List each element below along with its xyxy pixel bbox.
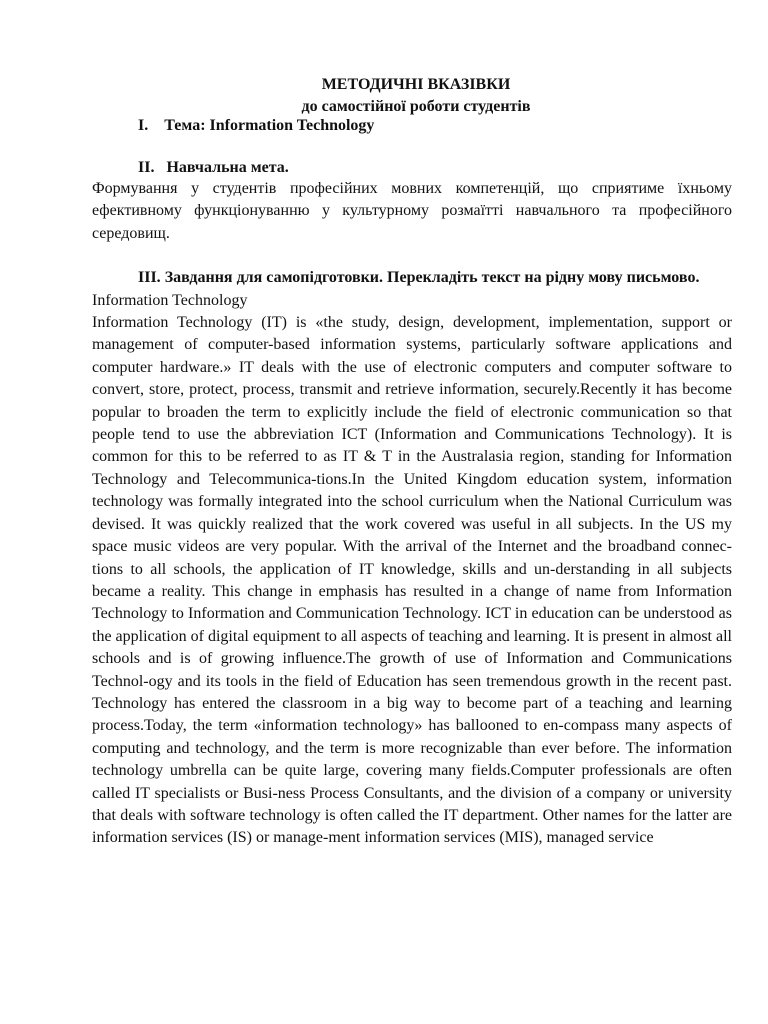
section-goal-number: II. xyxy=(138,159,155,176)
section-goal-label: Навчальна мета. xyxy=(166,159,289,176)
section-topic-number: I. xyxy=(138,117,149,134)
section-goal-heading xyxy=(92,158,732,178)
document-page xyxy=(92,74,732,850)
section-goal-text: Формування у студентів професійних мовних компетенцій, що сприятиме їхньому ефективному функціонуванню у культурному розмаїтті навчального та професійного середовищ. xyxy=(92,180,732,242)
section-topic-label: Тема: Information Technology xyxy=(164,117,375,134)
section-task-number: III. xyxy=(138,269,161,287)
text-title: Information Technology xyxy=(92,291,248,309)
body-text: Information Technology (IT) is «the study, design, development, implementation, support or management of computer-based information systems, particularly software applications and computer hardware.» IT deals with the use of electronic computers and computer software to convert, store, protect, process, transmit and retrieve information, securely.Recently it has become popular to broaden the term to explicitly include the field of electronic communication so that people tend to use the abbreviation ICT (Information and Communications Technology). It is common for this to be referred to as IT & T in the Australasia region, standing for Information Technology and Telecommunica-tions.In the United Kingdom education system, information technology was formally integrated into the school curriculum when the National Curriculum was devised. It was quickly realized that the work covered was useful in all subjects. In the US my space music videos are very popular. With the arrival of the Internet and the broadband connec-tions to all schools, the application of IT knowledge, skills and un-derstanding in all subjects became a reality. This change in emphasis has resulted in a change of name from Information Technology to Information and Communication Technology. ICT in education can be understood as the application of digital equipment to all aspects of teaching and learning. It is present in almost all schools and is of growing influence.The growth of use of Information and Communications Technol-ogy and its tools in the field of Education has seen tremendous growth in the recent past. Technology has entered the classroom in a big way to become part of a teaching and learning process.Today, the term «information technology» has ballooned to en-compass many aspects of computing and technology, and the term is more recognizable than ever before. The information technology umbrella can be quite large, covering many fields.Computer professionals are often called IT specialists or Busi-ness Process Consultants, and the division of a company or university that deals with software technology is often called the IT department. Other names for the latter are information services (IS) or manage-ment information services (MIS), managed service xyxy=(92,314,732,847)
section-topic xyxy=(92,116,732,136)
section-task-heading xyxy=(92,267,732,289)
section-task-label: Завдання для самопідготовки. Перекладіть текст на рідну мову письмово. xyxy=(164,269,700,287)
document-title: МЕТОДИЧНІ ВКАЗІВКИ xyxy=(321,76,511,93)
document-subtitle: до самостійної роботи студентів xyxy=(301,98,531,115)
